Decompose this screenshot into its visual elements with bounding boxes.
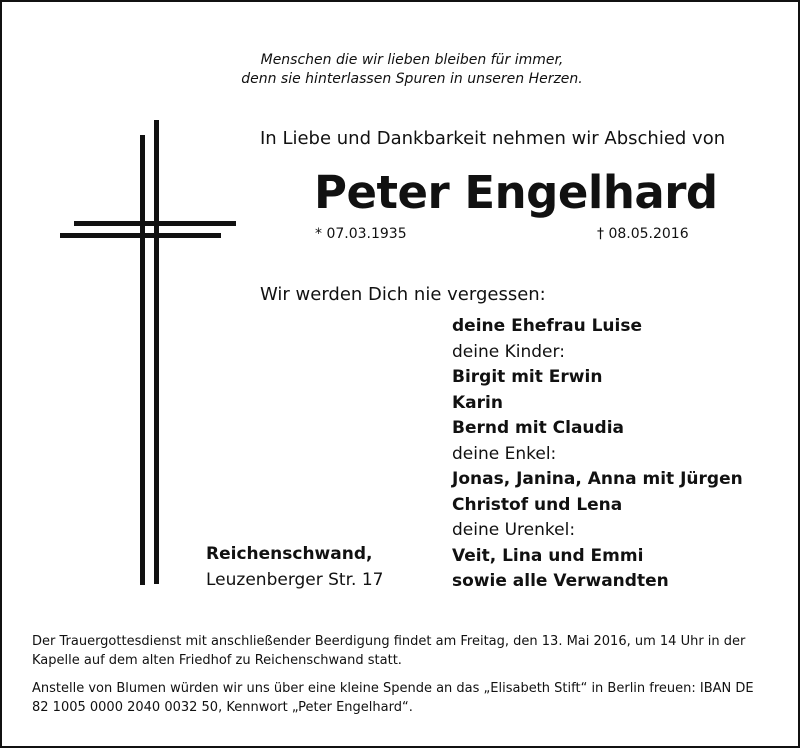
cross-horizontal-bar-1 [74, 221, 236, 226]
family-list [452, 314, 743, 595]
death-date: † 08.05.2016 [597, 226, 689, 242]
donation-notice: Anstelle von Blumen würden wir uns über eine kleine Spende an das „Elisabeth Stift“ in Berlin freuen: IBAN DE 82 1005 0000 2040 0032 50, Kennwort „Peter Engelhard“. [32, 681, 754, 715]
quote-line-2: denn sie hinterlassen Spuren in unseren Herzen. [241, 71, 583, 87]
family-line: Christof und Lena [452, 494, 623, 515]
family-line: Karin [452, 392, 503, 413]
town-name: Reichenschwand, [206, 544, 373, 564]
birth-date: * 07.03.1935 [315, 226, 407, 242]
family-line: Jonas, Janina, Anna mit Jürgen [452, 469, 743, 489]
cross-horizontal-bar-2 [60, 233, 221, 238]
address-block [206, 542, 383, 593]
never-forget-text: Wir werden Dich nie vergessen: [260, 284, 546, 305]
family-line: deine Enkel: [452, 443, 557, 464]
family-line: deine Urenkel: [452, 520, 576, 540]
family-line: deine Ehefrau Luise [452, 316, 643, 336]
quote-line-1: Menschen die wir lieben bleiben für immer, [260, 52, 564, 68]
street-address: Leuzenberger Str. 17 [206, 569, 384, 590]
cross-vertical-bar-2 [154, 120, 159, 584]
cross-vertical-bar-1 [140, 135, 145, 585]
family-line: Veit, Lina und Emmi [452, 545, 644, 566]
intro-text: In Liebe und Dankbarkeit nehmen wir Abschied von [260, 128, 726, 149]
family-line: sowie alle Verwandten [452, 571, 669, 591]
service-notice: Der Trauergottesdienst mit anschließender Beerdigung findet am Freitag, den 13. Mai 2016, um 14 Uhr in der Kapelle auf dem alten Friedhof zu Reichenschwand statt. [32, 634, 746, 668]
memorial-quote [202, 51, 622, 89]
family-line: deine Kinder: [452, 341, 565, 362]
family-line: Birgit mit Erwin [452, 367, 603, 387]
family-line: Bernd mit Claudia [452, 418, 624, 438]
deceased-name: Peter Engelhard [314, 166, 718, 219]
